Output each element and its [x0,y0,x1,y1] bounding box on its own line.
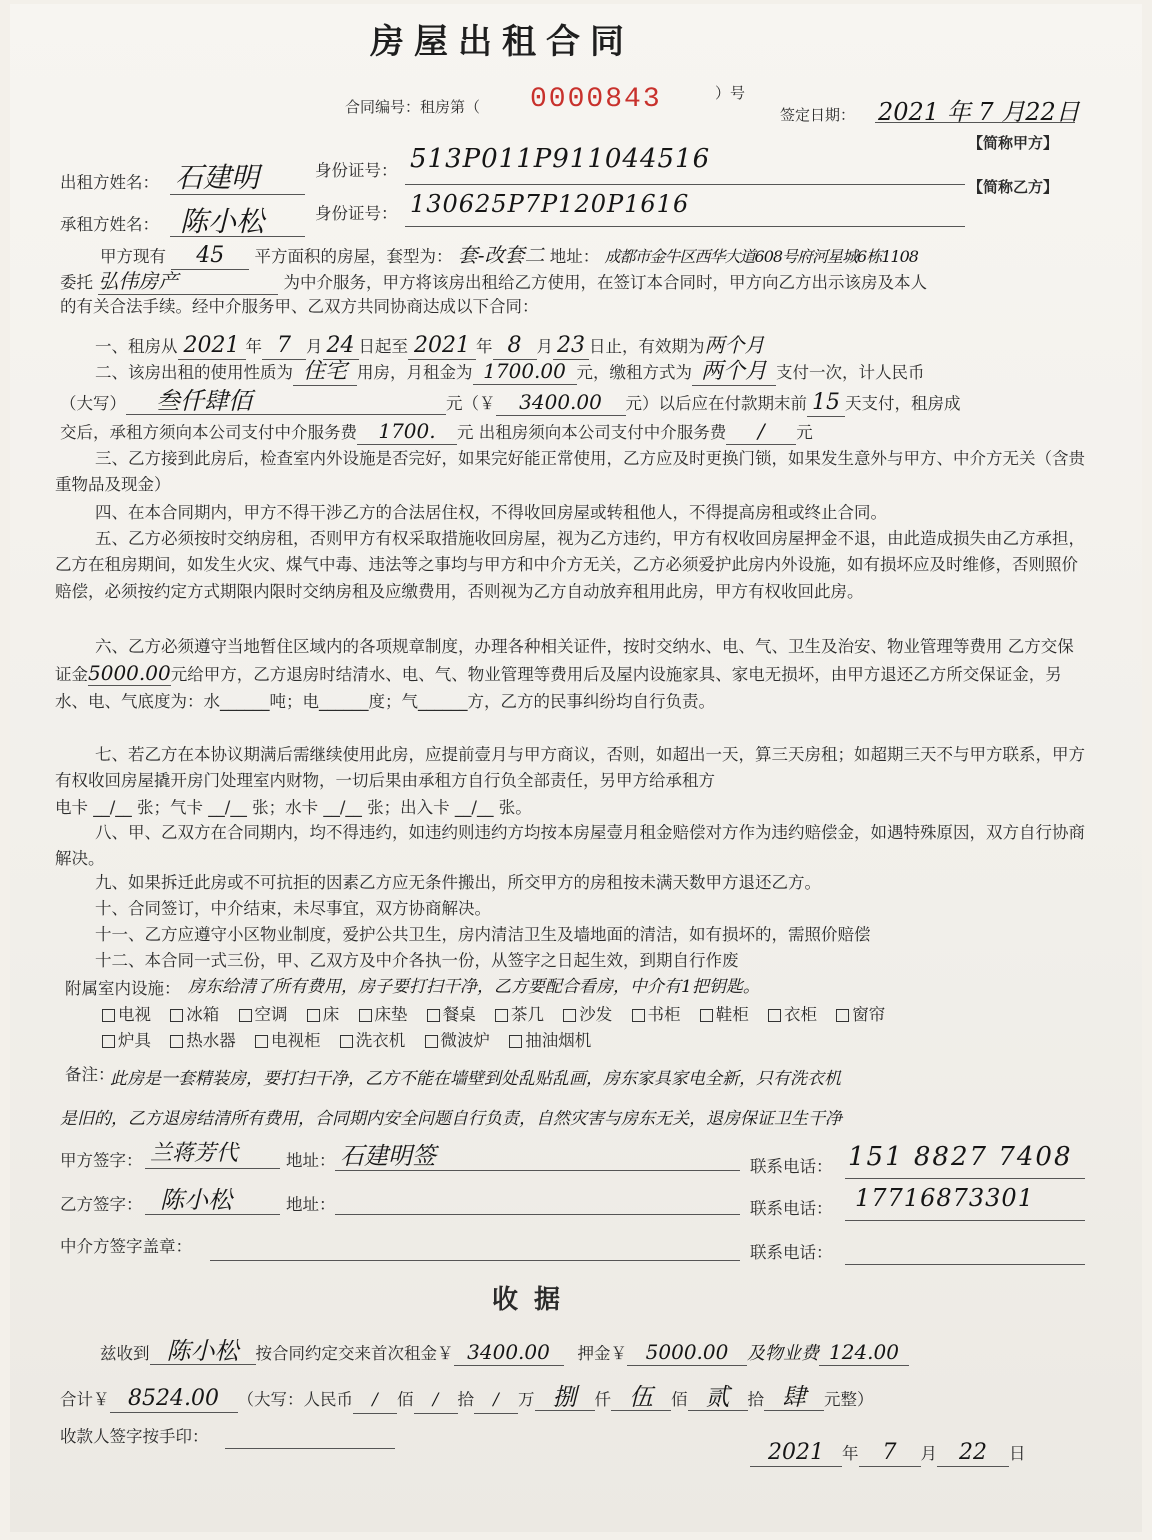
party-a-address: 石建明签 [340,1142,436,1170]
c2c-text-b: 元 出租房须向本公司支付中介服务费 [457,423,727,442]
party-b-sign-label: 乙方签字： [60,1195,143,1214]
facilities-row-2 [102,1028,605,1054]
end-year: 2021 [408,333,476,360]
c2b-text-b: 元（￥ [446,394,496,413]
party-b-signature: 陈小松 [160,1186,232,1214]
clause-4: 四、在本合同期内，甲方不得干涉乙方的合法居住权，不得收回房屋或转租他人，不得提高房租或终止合同。 [95,503,887,522]
rent-amount: 3400.00 [496,389,626,416]
agent-phone-line [845,1264,1085,1265]
abbr-party-a: 【简称甲方】 [968,134,1059,152]
c2b-text-a: （大写） [60,394,126,413]
receipt-text-a: 兹收到 [100,1344,150,1363]
c1-text-d: 日起至 [358,337,408,356]
intro-line2 [60,268,927,296]
facility-bed: 床 [307,1005,340,1024]
sign-date-underline [875,122,1075,123]
clause-2b [60,388,961,417]
usage-type: 住宅 [293,359,357,386]
total-label: 合计￥ [60,1390,110,1409]
upper-bai2: 伍 [611,1384,671,1411]
upper-wan: / [474,1387,518,1414]
page-title: 房屋出租合同 [370,22,634,62]
facility-tv: 电视 [102,1005,151,1024]
c2b-text-d: 天支付，租房成 [845,394,961,413]
clause-10: 十、合同签订，中介结束，未尽事宜，双方协商解决。 [95,899,491,918]
security-deposit: 5000.00 [88,661,171,686]
intro-line1 [100,242,918,270]
lessor-label: 出租方姓名： [60,173,159,192]
upper-label: （大写：人民币 [237,1390,353,1409]
facility-fridge: 冰箱 [170,1005,219,1024]
receipt-line-1 [100,1338,909,1367]
clause-12: 十二、本合同一式三份，甲、乙双方及中介各执一份，从签字之日起生效，到期自行作废 [95,951,739,970]
c2c-text-c: 元 [796,423,813,442]
receipt-date-year-label: 年 [842,1444,859,1463]
facility-curtain: 窗帘 [836,1005,885,1024]
area-value: 45 [171,243,249,270]
agent-fee: 1700. [357,418,457,445]
upper-shi2: 贰 [688,1384,748,1411]
c1-text-g: 日止，有效期为 [589,337,705,356]
receipt-deposit: 5000.00 [627,1339,747,1366]
upper-bai-label: 佰 [397,1390,414,1409]
agent-name: 弘伟房产 [98,268,278,295]
rent-upper: 叁仟肆佰 [126,388,446,415]
clause-11: 十一、乙方应遵守小区物业制度，爱护公共卫生，房内清洁卫生及墙地面的清洁，如有损坏的，需照价赔偿 [95,925,871,944]
upper-qian: 捌 [535,1384,595,1411]
contract-no-label: 合同编号：租房第（ [345,98,481,116]
upper-bai: / [353,1387,397,1414]
valid-period: 两个月 [704,333,765,357]
receipt-date-year: 2021 [750,1440,842,1467]
party-b-phone: 17716873301 [855,1184,1034,1212]
receipt-text-d: 及物业费 [747,1343,819,1364]
party-a-sign-line [145,1168,280,1169]
receipt-payer: 陈小松 [150,1338,256,1365]
house-type: 套-改套二 [457,243,545,267]
facilities-note: 房东给清了所有费用，房子要打扫干净，乙方要配合看房，中介有1把钥匙。 [188,977,760,997]
agent-fee-lessor: / [726,418,796,445]
upper-shi2-label: 拾 [747,1390,764,1409]
clause-5: 五、乙方必须按时交纳房租，否则甲方有权采取措施收回房屋，视为乙方违约，甲方有权收回房屋押金不退，由此造成损失由乙方承担，乙方在租房期间，如发生火灾、煤气中毒、违法等之事均与甲方和中介方无关，乙方必须爱护此房内外设施，如有损坏应及时维修，否则照价赔偿，必须按约定方式期限内限时交纳房租及应缴费用，否则视为乙方自动放弃租用此房，甲方有权收回此房。 [55,529,1085,601]
clause-7 [55,742,1085,821]
upper-shi-label: 拾 [457,1390,474,1409]
c1-text-f: 月 [536,337,553,356]
facility-mattress: 床垫 [359,1005,408,1024]
receipt-text-c: 押金￥ [577,1344,627,1363]
party-b-addr-label: 地址： [286,1195,336,1214]
lessor-id-line [405,184,965,185]
c2-text-d: 支付一次，计人民币 [776,363,925,382]
c2b-text-c: 元）以后应在付款期末前 [625,394,807,413]
agent-sign-line [210,1260,740,1261]
lessee-name-line [170,236,305,237]
end-day: 23 [553,333,589,360]
party-b-phone-label: 联系电话： [750,1199,833,1218]
clause-6 [55,634,1085,715]
intro-text-d: 委托 [60,273,93,292]
lessor-id: 513P011P911044516 [410,144,711,174]
abbr-party-b: 【简称乙方】 [968,178,1059,196]
lessor-id-label: 身份证号： [315,161,398,180]
facilities-row-1 [102,1002,899,1028]
receipt-date-month-label: 月 [920,1444,937,1463]
start-month: 7 [262,333,306,360]
receipt-date [750,1440,1026,1467]
receipt-rent: 3400.00 [454,1339,564,1366]
house-address: 成都市金牛区西华大道608号府河星城6栋1108 [604,247,918,266]
receipt-date-day-label: 日 [1009,1444,1026,1463]
facility-tv-cabinet: 电视柜 [255,1031,321,1050]
party-a-signature: 兰蒋芳代 [150,1141,239,1166]
intro-text-b: 平方面积的房屋，套型为： [254,247,453,266]
clause-2c [60,418,813,446]
receipt-date-day: 22 [937,1440,1009,1467]
facility-ac: 空调 [239,1005,288,1024]
party-b-phone-line [845,1220,1085,1221]
c1-text-b: 年 [245,337,262,356]
c6-text-a: 六、乙方必须遵守当地暂住区域内的各项规章制度，办理各种相关证件，按时交纳水、电、气、卫生及治安、物业管理等费用 乙方交保证金 [55,637,1074,685]
receipt-property-fee: 124.00 [819,1339,909,1366]
facility-sofa: 沙发 [563,1005,612,1024]
clause-3: 三、乙方接到此房后，检查室内外设施是否完好，如果完好能正常使用，乙方应及时更换门锁，如果发生意外与甲方、中介方无关（含贵重物品及现金） [55,449,1085,495]
remarks-line-2: 是旧的，乙方退房结清所有费用，合同期内安全问题自行负责，自然灾害与房东无关，退房保证卫生干净 [60,1109,842,1129]
c1-text-e: 年 [476,337,493,356]
party-b-sign-line [145,1214,280,1215]
party-b-addr-line [335,1214,740,1215]
start-year: 2021 [178,333,246,360]
monthly-rent: 1700.00 [473,358,577,385]
facility-tea-table: 茶几 [495,1005,544,1024]
lessee-id: 130625P7P120P1616 [410,190,690,218]
upper-yuan: 肆 [764,1384,824,1411]
facility-washer: 洗衣机 [340,1031,406,1050]
facility-microwave: 微波炉 [425,1031,491,1050]
receipt-date-month: 7 [859,1440,921,1467]
c6-text-b: 元给甲方，乙方退房时结清水、电、气、物业管理等费用后及屋内设施家具、家电无损坏，由甲方退还乙方所交保证金，另水、电、气底度为：水______吨；电______度；气______方，乙方的民事纠纷均自行负责。 [55,665,1062,711]
lessee-id-label: 身份证号： [315,204,398,223]
lessee-id-line [405,226,965,227]
contract-no-suffix: ）号 [715,84,746,102]
receipt-signer-line [225,1448,395,1449]
c2-text-b: 用房，月租金为 [357,363,473,382]
facility-shoe-cabinet: 鞋柜 [700,1005,749,1024]
party-a-phone-line [845,1178,1085,1179]
remarks-label: 备注： [65,1065,115,1084]
upper-wan-label: 万 [518,1390,535,1409]
clause-1 [95,332,765,360]
c2-text-c: 元，缴租方式为 [576,363,692,382]
facility-range-hood: 抽油烟机 [509,1031,591,1050]
intro-line3: 的有关合法手续。经中介服务甲、乙双方共同协商达成以下合同： [60,297,539,316]
upper-qian-label: 仟 [594,1390,611,1409]
c7-cards: 电卡 __/__ 张；气卡 __/__ 张；水卡 __/__ 张；出入卡 __/__ 张。 [55,797,532,817]
facility-dining-table: 餐桌 [427,1005,476,1024]
agent-sign-label: 中介方签字盖章： [60,1237,192,1256]
party-a-addr-label: 地址： [286,1151,336,1170]
facility-bookcase: 书柜 [632,1005,681,1024]
start-day: 24 [323,333,359,360]
agent-phone-label: 联系电话： [750,1243,833,1262]
sign-date-value: 2021 年 7 月22日 [878,98,1080,126]
remarks-line-1: 此房是一套精装房，要打扫干净，乙方不能在墙壁到处乱贴乱画，房东家具家电全新，只有洗衣机 [110,1069,841,1089]
lessee-name: 陈小松 [180,205,265,238]
sign-date-label: 签定日期： [780,106,856,124]
facility-wardrobe: 衣柜 [768,1005,817,1024]
lessor-name-line [170,194,305,195]
contract-page [10,4,1142,1532]
receipt-line-2 [60,1384,874,1414]
upper-yuan-label: 元整） [824,1390,874,1409]
facility-stove: 炉具 [102,1031,151,1050]
end-month: 8 [493,333,537,360]
c1-text-c: 月 [306,337,323,356]
party-a-addr-line [335,1170,740,1171]
clause-9: 九、如果拆迁此房或不可抗拒的因素乙方应无条件搬出，所交甲方的房租按未满天数甲方退还乙方。 [95,873,821,892]
c1-text-a: 一、租房从 [95,337,178,356]
facility-water-heater: 热水器 [170,1031,236,1050]
clause-8: 八、甲、乙双方在合同期内，均不得违约，如违约则违约方均按本房屋壹月租金赔偿对方作为违约赔偿金，如遇特殊原因，双方自行协商解决。 [55,823,1085,869]
pay-days: 15 [807,390,845,417]
c7-text-a: 七、若乙方在本协议期满后需继续使用此房，应提前壹月与甲方商议，否则，如超出一天，算三天房租；如超期三天不与甲方联系，甲方有权收回房屋撬开房门处理室内财物，一切后果由承租方自行负全部责任，另甲方给承租方 [55,745,1085,791]
facilities-label: 附属室内设施： [65,979,181,998]
receipt-title: 收据 [492,1285,577,1315]
lessor-name: 石建明 [175,161,260,194]
party-a-sign-label: 甲方签字： [60,1151,143,1170]
c2c-text-a: 交后，承租方须向本公司支付中介服务费 [60,423,357,442]
lessee-label: 承租方姓名： [60,215,159,234]
upper-shi: / [414,1387,458,1414]
receipt-text-b: 按合同约定交来首次租金￥ [255,1344,454,1363]
c2-text-a: 二、该房出租的使用性质为 [95,363,293,382]
pay-method: 两个月 [692,359,776,386]
intro-text-e: 为中介服务，甲方将该房出租给乙方使用，在签订本合同时，甲方向乙方出示该房及本人 [283,273,927,292]
clause-2 [95,358,925,386]
intro-text-a: 甲方现有 [100,247,166,266]
intro-text-c: 地址： [549,247,600,266]
party-a-phone: 151 8827 7408 [848,1142,1073,1172]
party-a-phone-label: 联系电话： [750,1157,833,1176]
receipt-total: 8524.00 [110,1386,238,1413]
receipt-signer-label: 收款人签字按手印： [60,1427,209,1446]
upper-bai2-label: 佰 [671,1390,688,1409]
contract-no-value: 0000843 [530,84,662,115]
